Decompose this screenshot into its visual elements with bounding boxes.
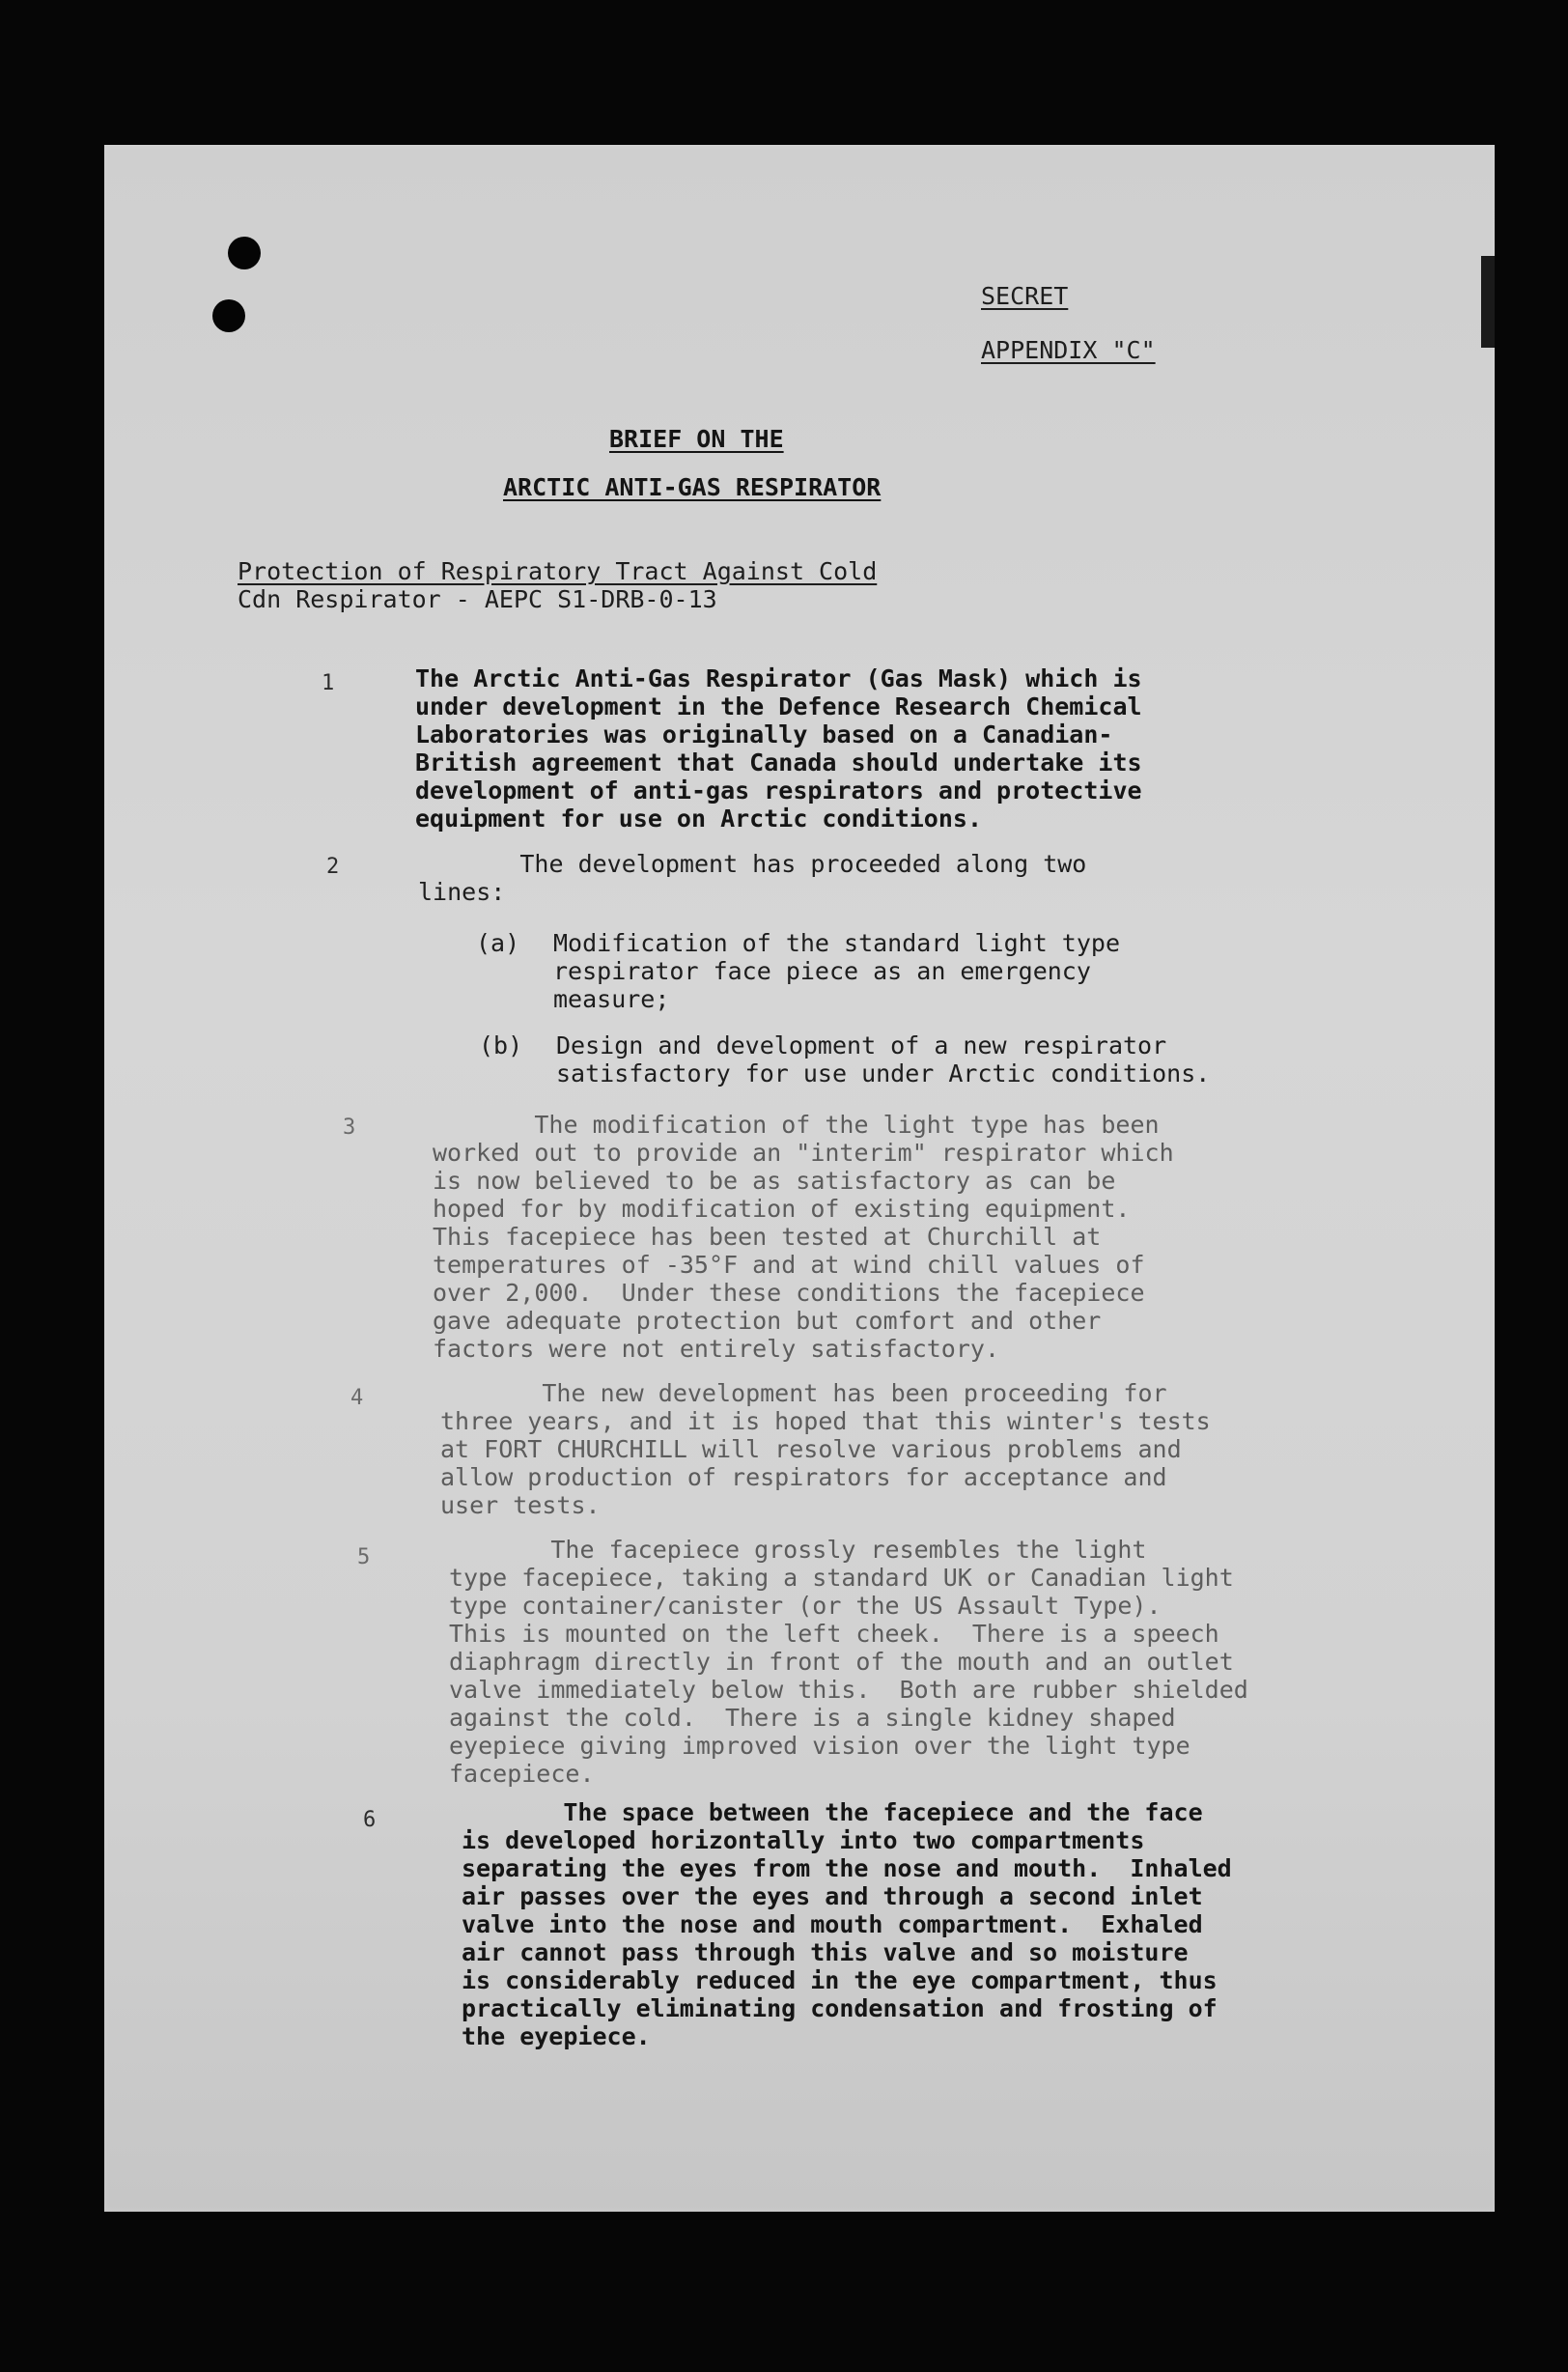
document-page	[104, 145, 1495, 2212]
paragraph-number: 4	[350, 1386, 364, 1410]
list-item-label: (b)	[479, 1031, 523, 1059]
title-line-1: BRIEF ON THE	[609, 425, 784, 453]
punch-hole-top	[228, 237, 261, 269]
punch-hole-bottom	[212, 299, 245, 332]
paragraph-text: The modification of the light type has been worked out to provide an "interim" respirator which is now believed to be as satisfactory as can be hoped for by modification of existing equipment. This facepiece has been tested at Churchill at temperatures of -35°F and at wind chill values of over 2,000. Under these conditions the facepiece gave adequate protection but comfort and other factors were not entirely satisfactory.	[433, 1111, 1174, 1363]
list-item-text: Modification of the standard light type respirator face piece as an emergency measure;	[553, 929, 1120, 1013]
subject-line-1: Protection of Respiratory Tract Against Cold	[238, 557, 878, 585]
title-line-2: ARCTIC ANTI-GAS RESPIRATOR	[503, 473, 882, 501]
appendix-label: APPENDIX "C"	[981, 336, 1156, 364]
paragraph-number: 5	[357, 1545, 371, 1569]
paragraph-number: 2	[326, 855, 340, 879]
paragraph-text: The facepiece grossly resembles the light type facepiece, taking a standard UK or Canadian light type container/canister (or the US Assault Type). This is mounted on the left cheek. There is a speech diaphragm directly in front of the mouth and an outlet valve immediately below this. Both are rubber shielded against the cold. There is a single kidney shaped eyepiece giving improved vision over the light type facepiece.	[449, 1536, 1248, 1788]
classification-mark: SECRET	[981, 282, 1069, 310]
page-edge-mark	[1481, 256, 1495, 348]
paragraph-text: The development has proceeded along two lines:	[418, 850, 1087, 906]
list-item-text: Design and development of a new respirator satisfactory for use under Arctic conditions.	[556, 1031, 1211, 1087]
paragraph-text: The new development has been proceeding for three years, and it is hoped that this winter's tests at FORT CHURCHILL will resolve various problems and allow production of respirators for acceptance and user tests.	[440, 1379, 1211, 1519]
paragraph-number: 1	[322, 671, 335, 695]
paragraph-text: The space between the facepiece and the face is developed horizontally into two compartments separating the eyes from the nose and mouth. Inhaled air passes over the eyes and through a second inlet valve into the nose and mouth compartment. Exhaled air cannot pass through this valve and so moisture is considerably reduced in the eye compartment, thus practically eliminating condensation and frosting of the eyepiece.	[462, 1798, 1232, 2050]
paragraph-number: 3	[343, 1115, 356, 1140]
paragraph-text: The Arctic Anti-Gas Respirator (Gas Mask) which is under development in the Defence Research Chemical Laboratories was originally based on a Canadian- British agreement that Canada should undertake its development of anti-gas respirators and protective equipment for use on Arctic conditions.	[415, 664, 1142, 833]
paragraph-number: 6	[363, 1808, 377, 1832]
list-item-label: (a)	[476, 929, 520, 957]
subject-line-2: Cdn Respirator - AEPC S1-DRB-0-13	[238, 585, 717, 613]
